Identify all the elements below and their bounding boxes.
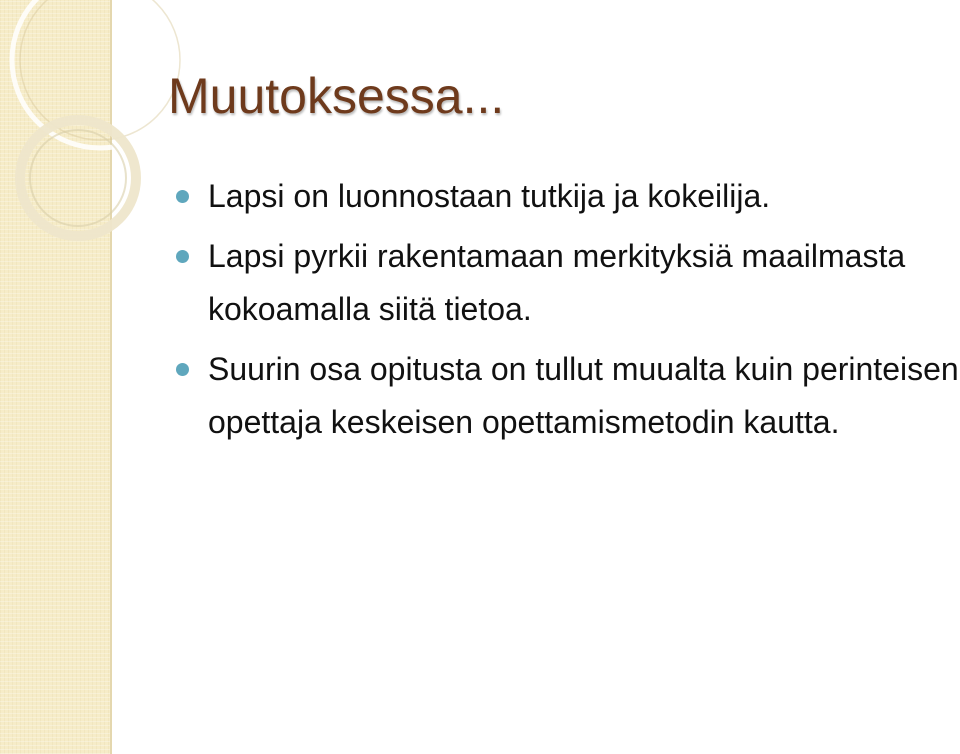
bullet-dot-icon — [176, 363, 189, 376]
bullet-item — [176, 343, 960, 449]
bullet-dot-icon — [176, 190, 189, 203]
bullet-item — [176, 230, 960, 336]
bullet-item — [176, 170, 960, 223]
bullet-text: Lapsi pyrkii rakentamaan merkityksiä maailmasta kokoamalla siitä tietoa. — [208, 238, 906, 327]
bullet-dot-icon — [176, 250, 189, 263]
bullet-list — [176, 170, 960, 456]
bullet-text: Lapsi on luonnostaan tutkija ja kokeilija. — [208, 178, 771, 214]
bullet-text: Suurin osa opitusta on tullut muualta kuin perinteisen opettaja keskeisen opettamismetodin kautta. — [208, 351, 959, 440]
slide-title: Muutoksessa... — [168, 68, 505, 124]
